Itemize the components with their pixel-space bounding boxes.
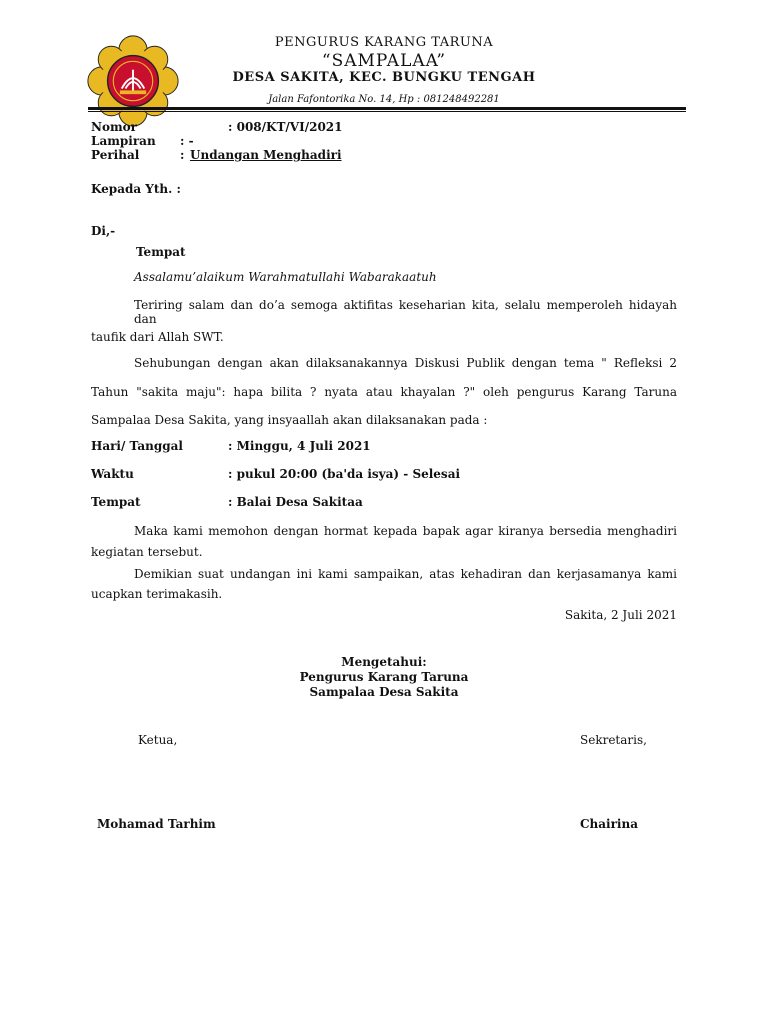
org-village: DESA SAKITA, KEC. BUNGKU TENGAH	[232, 70, 536, 85]
event-hari-value: : Minggu, 4 Juli 2021	[228, 439, 371, 453]
org-heading: PENGURUS KARANG TARUNA	[274, 35, 494, 50]
place-date: Sakita, 2 Juli 2021	[564, 608, 677, 622]
header-rule-thin	[88, 111, 686, 112]
event-waktu-label: Waktu	[91, 467, 134, 481]
paragraph-1-line-1: Teriring salam dan do’a semoga aktifitas keseharian kita, selalu memperoleh hidayah dan	[134, 298, 677, 326]
perihal-value: Undangan Menghadiri	[190, 148, 342, 162]
paragraph-4-line-2: ucapkan terimakasih.	[91, 587, 223, 601]
event-waktu-value: : pukul 20:00 (ba'da isya) - Selesai	[228, 467, 461, 481]
paragraph-3-line-2: kegiatan tersebut.	[91, 545, 203, 559]
greeting: Assalamu’alaikum Warahmatullahi Wabarakaatuh	[134, 270, 437, 284]
logo-ribbon	[120, 90, 146, 94]
closing-org-line-2: Sampalaa Desa Sakita	[309, 685, 459, 699]
recipient-di: Di,-	[91, 224, 116, 238]
org-name: “SAMPALAA”	[321, 51, 447, 71]
event-tempat-value: : Balai Desa Sakitaa	[228, 495, 363, 509]
ketua-name: Mohamad Tarhim	[97, 817, 216, 831]
event-tempat-label: Tempat	[91, 495, 141, 509]
sekretaris-name: Chairina	[580, 817, 638, 831]
nomor-value: : 008/KT/VI/2021	[228, 120, 343, 134]
sekretaris-title: Sekretaris,	[580, 733, 647, 747]
paragraph-1-line-2: taufik dari Allah SWT.	[91, 330, 224, 344]
recipient-tempat: Tempat	[136, 245, 186, 259]
recipient-kepada: Kepada Yth. :	[91, 182, 181, 196]
lampiran-label: Lampiran	[91, 134, 156, 148]
perihal-colon: :	[180, 148, 185, 162]
paragraph-4-line-1: Demikian suat undangan ini kami sampaikan, atas kehadiran dan kerjasamanya kami	[134, 567, 677, 581]
event-hari-label: Hari/ Tanggal	[91, 439, 183, 453]
paragraph-3-line-1: Maka kami memohon dengan hormat kepada bapak agar kiranya bersedia menghadiri	[134, 524, 677, 538]
mengetahui-label: Mengetahui:	[341, 655, 427, 669]
paragraph-2-line-2: Tahun "sakita maju": hapa bilita ? nyata atau khayalan ?" oleh pengurus Karang Taruna	[91, 385, 677, 399]
closing-org-line-1: Pengurus Karang Taruna	[299, 670, 469, 684]
ketua-title: Ketua,	[138, 733, 178, 747]
nomor-label: Nomor	[91, 120, 137, 134]
header-rule-thick	[88, 107, 686, 110]
lampiran-value: : -	[180, 134, 194, 148]
org-address: Jalan Fafontorika No. 14, Hp : 081248492281	[268, 94, 500, 105]
perihal-label: Perihal	[91, 148, 140, 162]
paragraph-2-line-3: Sampalaa Desa Sakita, yang insyaallah akan dilaksanakan pada :	[91, 413, 488, 427]
karang-taruna-logo	[86, 34, 180, 128]
paragraph-2-line-1: Sehubungan dengan akan dilaksanakannya Diskusi Publik dengan tema " Refleksi 2	[134, 356, 677, 370]
